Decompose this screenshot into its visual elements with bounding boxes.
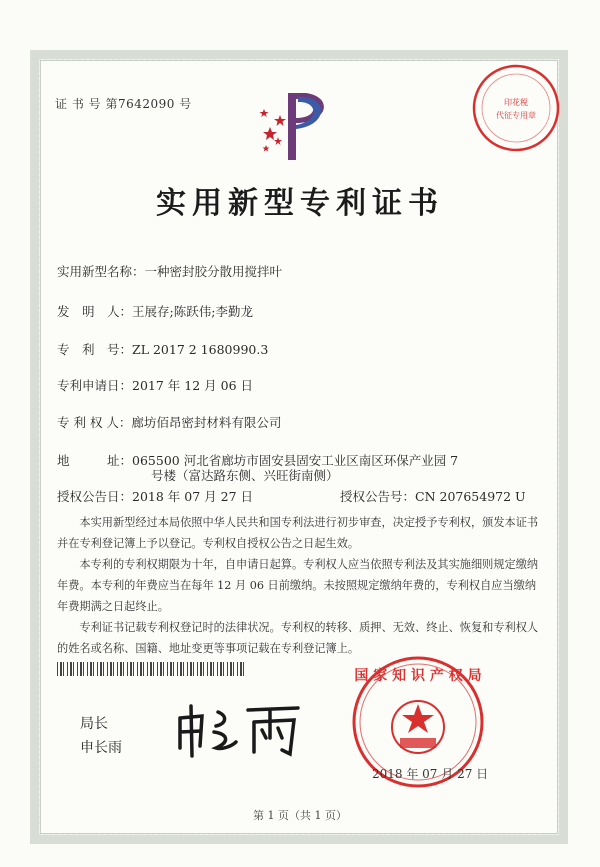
patent-number-value: ZL 2017 2 1680990.3 (132, 342, 269, 357)
grant-date-row (57, 487, 253, 505)
barcode (57, 662, 247, 676)
grant-number-value: CN 207654972 U (415, 489, 526, 504)
stamp-duty-seal (470, 62, 562, 154)
paragraph-term: 本专利的专利权期限为十年，自申请日起算。专利权人应当依照专利法及其实施细则规定缴纳年费。本专利的年费应当在每年 12 月 06 日前缴纳。未按照规定缴纳年费的，专利权自应当缴纳年费期满之日起终止。 (57, 558, 539, 613)
patent-number-label: 专 利 号： (57, 342, 133, 357)
handwritten-signature (170, 698, 310, 758)
patentee-row (57, 413, 281, 431)
svg-text:代征专用章: 代征专用章 (496, 111, 536, 120)
utility-name-value: 一种密封胶分散用搅拌叶 (144, 264, 283, 279)
address-line-1: 065500 河北省廊坊市固安县固安工业区南区环保产业园 7 (132, 453, 459, 468)
director-name: 申长雨 (80, 740, 122, 756)
grant-date-label: 授权公告日： (57, 489, 133, 504)
paragraph-legal-status: 专利证书记载专利权登记时的法律状况。专利权的转移、质押、无效、终止、恢复和专利权人的姓名或名称、国籍、地址变更等事项记载在专利登记簿上。 (57, 621, 539, 655)
certificate-number: 证 书 号 第7642090 号 (55, 97, 192, 111)
patentee-value: 廊坊佰昂密封材料有限公司 (131, 415, 282, 430)
grant-number-row (340, 487, 526, 505)
filing-date-label: 专利申请日： (57, 378, 133, 393)
grant-date-value: 2018 年 07 月 27 日 (132, 489, 254, 504)
filing-date-row (57, 376, 253, 394)
director-title: 局长 (80, 716, 108, 732)
page-number: 第 1 页（共 1 页） (253, 809, 347, 822)
seal-date: 2018 年 07 月 27 日 (372, 767, 489, 781)
inventor-label: 发 明 人： (57, 304, 133, 319)
grant-number-label: 授权公告号： (340, 489, 416, 504)
patent-number-row (57, 340, 268, 358)
certificate-title: 实用新型专利证书 (156, 186, 444, 221)
inventor-row (57, 302, 253, 320)
inventor-value: 王展存;陈跃伟;李勤龙 (132, 304, 253, 319)
patentee-label: 专 利 权 人： (57, 415, 132, 430)
address-line-2: 号楼（富达路东侧、兴旺街南侧） (151, 468, 339, 483)
utility-name-row (57, 262, 282, 280)
patent-office-logo (258, 85, 338, 167)
filing-date-value: 2017 年 12 月 06 日 (132, 378, 254, 393)
utility-name-label: 实用新型名称： (57, 264, 145, 279)
svg-text:国 家 知 识 产 权 局: 国 家 知 识 产 权 局 (354, 668, 482, 684)
paragraph-grant: 本实用新型经过本局依照中华人民共和国专利法进行初步审查，决定授予专利权，颁发本证书并在专利登记簿上予以登记。专利权自授权公告之日起生效。 (57, 516, 539, 550)
svg-text:印花税: 印花税 (504, 98, 528, 107)
address-label: 地 址： (57, 453, 133, 468)
